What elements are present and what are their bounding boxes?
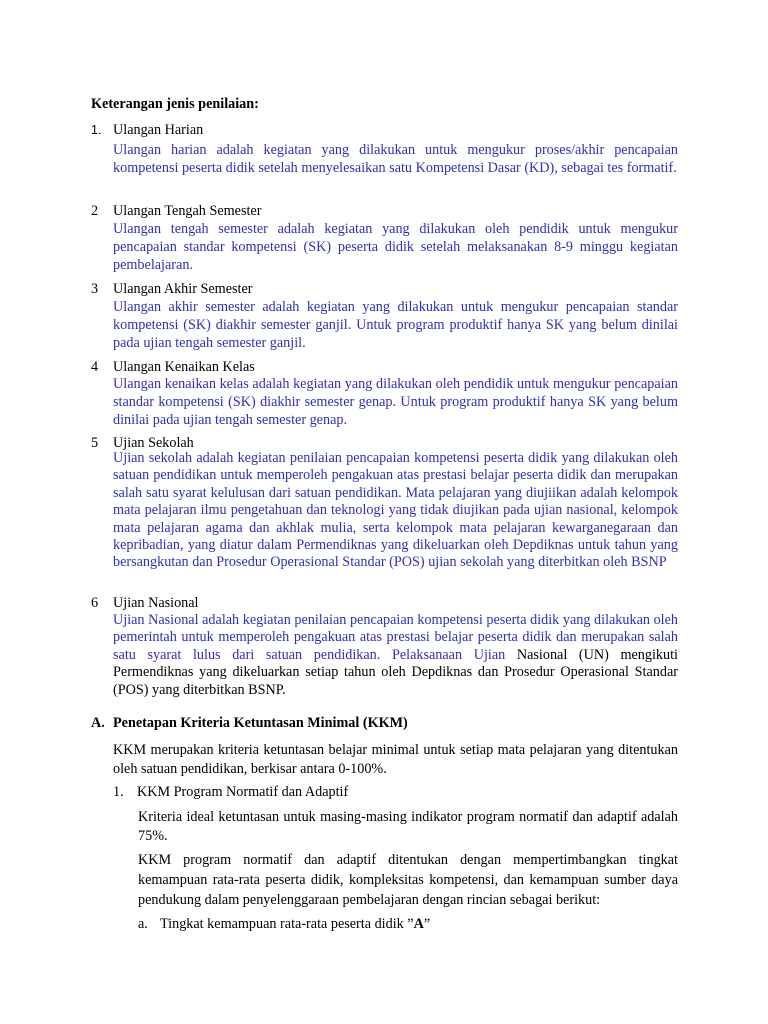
item-description-blue: Ujian Nasional adalah kegiatan penilaian pencapaian kompetensi peserta didik yang dilakukan oleh pemerintah untuk memperoleh pengakuan atas prestasi belajar peserta didik dan merupakan salah satu syarat lulus dari satuan pendidikan. Pelaksanaan Ujian bbox=[113, 612, 678, 663]
item-a-close: ” bbox=[423, 916, 431, 932]
item-a-text bbox=[160, 915, 430, 933]
item-title: Ulangan Akhir Semester bbox=[113, 281, 253, 297]
item-title: Ulangan Tengah Semester bbox=[113, 203, 262, 219]
item-description: Ujian sekolah adalah kegiatan penilaian pencapaian kompetensi peserta didik yang dilakukan oleh satuan pendidikan untuk memperoleh pengakuan atas prestasi belajar peserta didik dan merupakan salah satu syarat kelulusan dari satuan pendidikan. Mata pelajaran yang diujiikan adalah kelompok mata pelajaran ilmu pengetahuan dan teknologi yang tidak diujikan pada ujian nasional, kelompok mata pelajaran agama dan akhlak mulia, serta kelompok mata pelajaran kewarganegaraan dan kepribadian, yang diatur dalam Permendiknas yang dikeluarkan oleh Depdiknas untuk tahun yang bersangkutan dan Prosedur Operasional Standar (POS) ujian sekolah yang diterbitkan oleh BSNP bbox=[113, 450, 678, 571]
item-title: Ujian Sekolah bbox=[113, 435, 194, 451]
item-description: Ulangan tengah semester adalah kegiatan yang dilakukan oleh pendidik untuk mengukur pencapaian standar kompetensi (SK) peserta didik setelah melaksanakan 8-9 minggu kegiatan pembelajaran. bbox=[113, 221, 678, 273]
item-title: Ujian Nasional bbox=[113, 595, 199, 611]
item-description: Ulangan akhir semester adalah kegiatan yang dilakukan untuk mengukur pencapaian standar kompetensi (SK) diakhir semester ganjil. Untuk program produktif hanya SK yang belum dinilai pada ujian tengah semester ganjil. bbox=[113, 299, 678, 351]
item-a-text-main: Tingkat kemampuan rata-rata peserta didik ” bbox=[160, 916, 414, 932]
section-a-intro: KKM merupakan kriteria ketuntasan belajar minimal untuk setiap mata pelajaran yang ditentukan oleh satuan pendidikan, berkisar antara 0-100%. bbox=[113, 742, 678, 777]
item-number: 5 bbox=[91, 435, 99, 451]
item-a-label: a. bbox=[138, 916, 148, 932]
item-description: Ulangan harian adalah kegiatan yang dilakukan untuk mengukur proses/akhir pencapaian kompetensi peserta didik setelah menyelesaikan satu Kompetensi Dasar (KD), sebagai tes formatif. bbox=[113, 142, 678, 176]
item-description: Ulangan kenaikan kelas adalah kegiatan yang dilakukan oleh pendidik untuk mengukur pencapaian standar kompetensi (SK) diakhir semester genap. Untuk program produktif hanya SK yang belum dinilai pada ujian tengah semester genap. bbox=[113, 376, 678, 428]
item-number: 2 bbox=[91, 203, 99, 219]
subsection-title: KKM Program Normatif dan Adaptif bbox=[137, 784, 349, 800]
item-description bbox=[113, 612, 678, 699]
item-number: 6 bbox=[91, 595, 99, 611]
item-a-bold: A bbox=[413, 916, 424, 932]
item-number: 4 bbox=[91, 359, 99, 375]
heading-keterangan: Keterangan jenis penilaian: bbox=[91, 96, 259, 112]
item-title: Ulangan Harian bbox=[113, 122, 204, 138]
subsection-1-para-2: KKM program normatif dan adaptif ditentukan dengan mempertimbangkan tingkat kemampuan rata-rata peserta didik, kompleksitas kompetensi, dan kemampuan sumber daya pendukung dalam penyelenggaraan pembelajaran dengan rincian sebagai berikut: bbox=[138, 852, 678, 908]
item-number: 3 bbox=[91, 281, 99, 297]
item-description-black: Nasional (UN) mengikuti Permendiknas yang dikeluarkan setiap tahun oleh Depdiknas dan Prosedur Operasional Standar (POS) yang diterbitkan BSNP. bbox=[113, 646, 678, 698]
subsection-label: 1. bbox=[113, 784, 124, 800]
section-title: Penetapan Kriteria Ketuntasan Minimal (KKM) bbox=[113, 715, 408, 731]
subsection-1-para-1: Kriteria ideal ketuntasan untuk masing-masing indikator program normatif dan adaptif adalah 75%. bbox=[138, 809, 678, 844]
item-number: 1. bbox=[91, 123, 102, 137]
section-label: A. bbox=[91, 715, 105, 731]
item-title: Ulangan Kenaikan Kelas bbox=[113, 359, 255, 375]
